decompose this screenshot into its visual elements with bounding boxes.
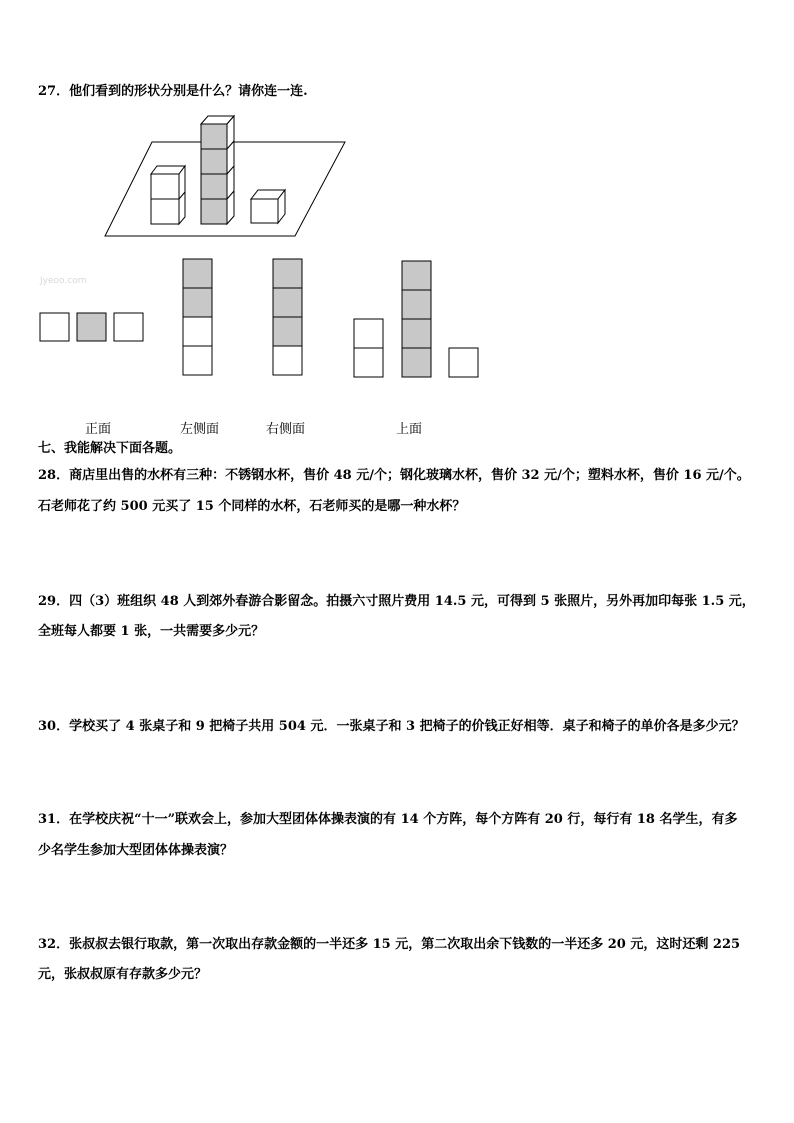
section-7-title: 七、我能解决下面各题。 [38, 441, 182, 456]
view-label-left: 左侧面 [180, 422, 220, 437]
view-option-3 [273, 259, 302, 375]
view-option-2 [183, 259, 212, 375]
view-label-front: 正面 [85, 422, 112, 437]
view-option-1 [40, 313, 143, 341]
question-32-line1: 32．张叔叔去银行取款，第一次取出存款金额的一半还多 15 元，第二次取出余下钱数的一半还多 20 元，这时还剩 225 [38, 937, 741, 952]
left-cube-stack [151, 166, 185, 224]
watermark-text: Jyeoo.com [40, 276, 87, 286]
question-31-line1: 31．在学校庆祝“十一”联欢会上，参加大型团体体操表演的有 14 个方阵，每个方阵有 20 行，每行有 18 名学生，有多 [38, 812, 738, 827]
view-label-right: 右侧面 [266, 422, 306, 437]
question-29-line2: 全班每人都要 1 张，一共需要多少元？ [38, 624, 265, 639]
tall-cube-stack [201, 116, 234, 224]
question-29-line1: 29．四（3）班组织 48 人到郊外春游合影留念。拍摄六寸照片费用 14.5 元，可得到 5 张照片，另外再加印每张 1.5 元， [38, 594, 755, 609]
question-28-line1: 28．商店里出售的水杯有三种：不锈钢水杯，售价 48 元/个；钢化玻璃水杯，售价 32 元/个；塑料水杯，售价 16 元/个。 [38, 468, 750, 483]
view-label-top: 上面 [396, 422, 423, 437]
view-option-4 [354, 261, 478, 377]
question-28-line2: 石老师花了约 500 元买了 15 个同样的水杯，石老师买的是哪一种水杯？ [38, 499, 466, 514]
single-cube [251, 190, 285, 223]
question-31-line2: 少名学生参加大型团体体操表演？ [38, 843, 234, 858]
question-32-line2: 元，张叔叔原有存款多少元？ [38, 967, 208, 982]
question-27-title: 27．他们看到的形状分别是什么？请你连一连. [38, 84, 308, 99]
ground-plane [105, 142, 345, 236]
question-30-line1: 30．学校买了 4 张桌子和 9 把椅子共用 504 元．一张桌子和 3 把椅子的价钱正好相等．桌子和椅子的单价各是多少元？ [38, 719, 745, 734]
